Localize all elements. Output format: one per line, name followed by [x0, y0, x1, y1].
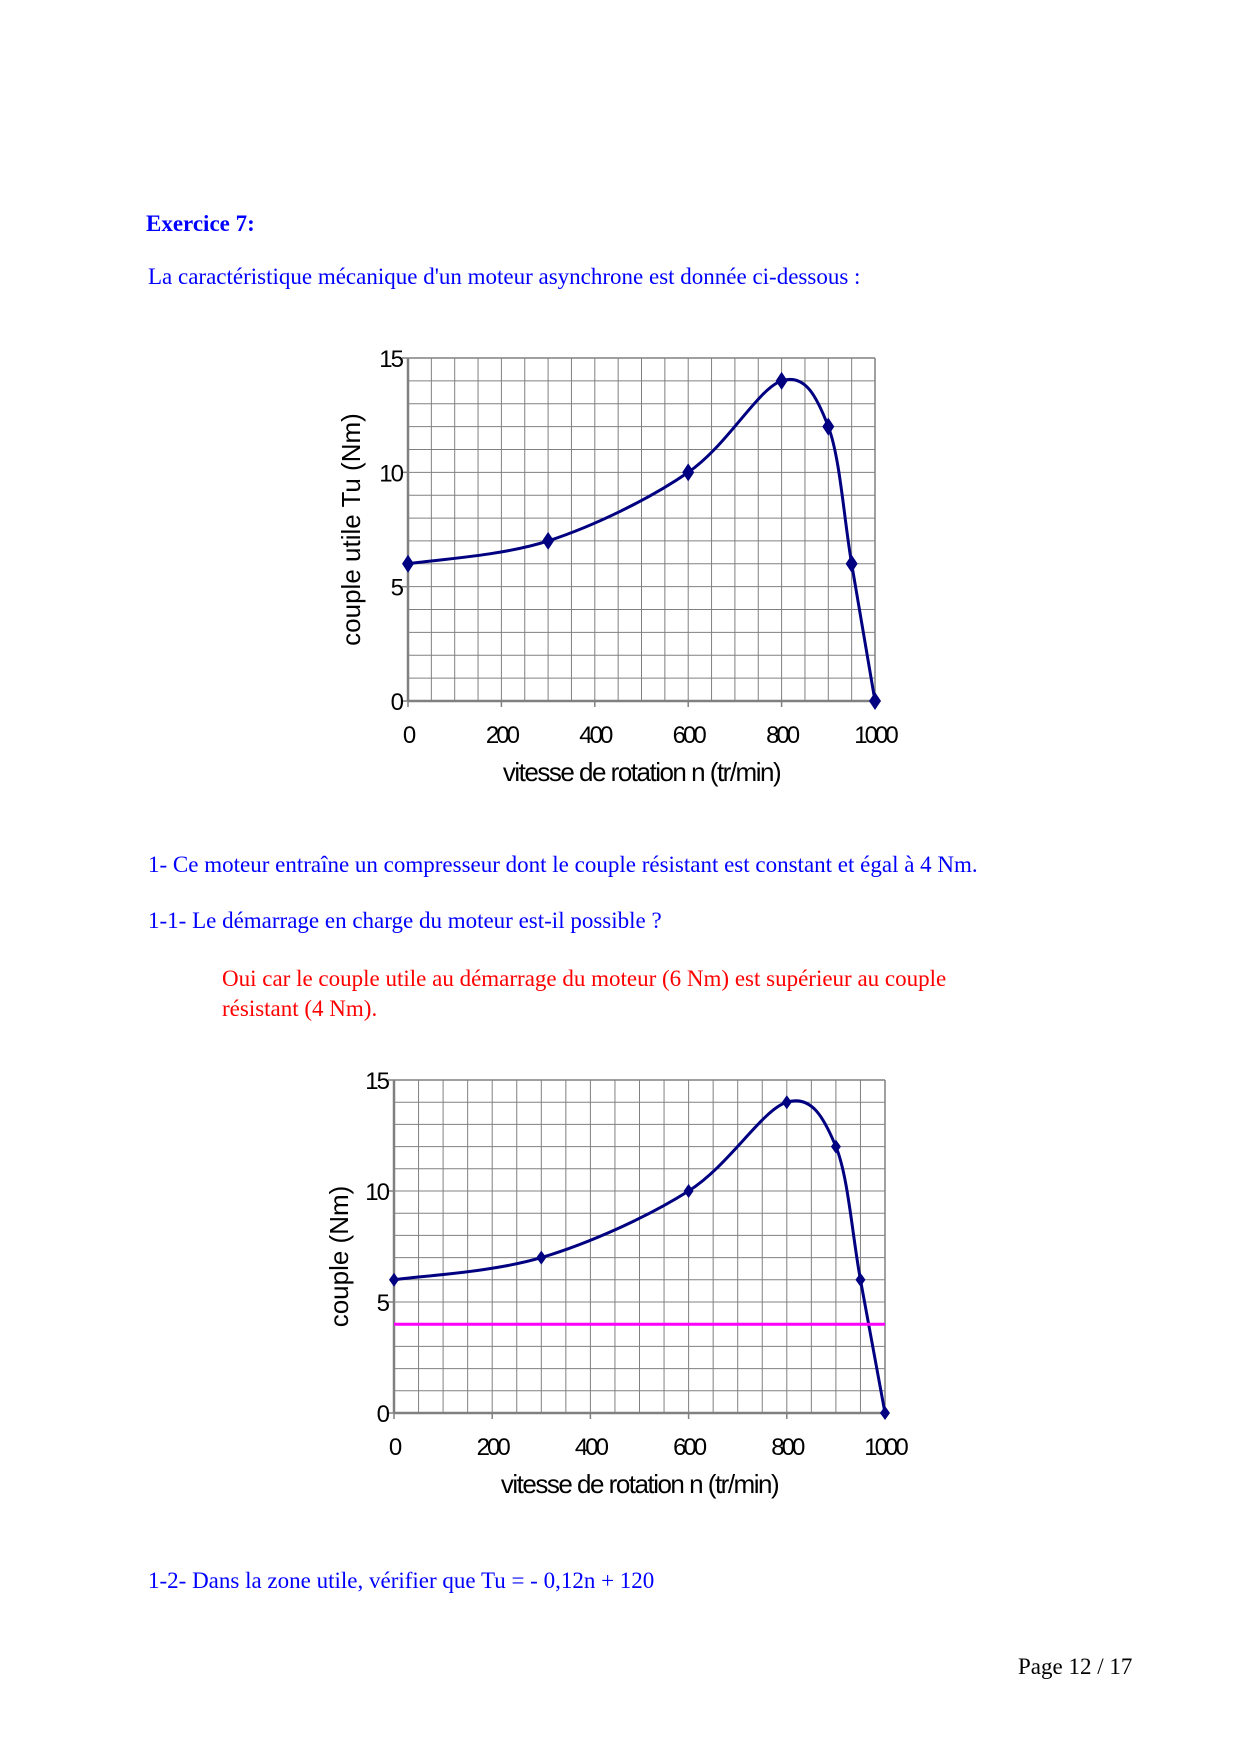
y-tick-label: 15 — [379, 346, 402, 373]
x-axis-title: vitesse de rotation n (tr/min) — [500, 1469, 779, 1499]
data-point-marker — [855, 1273, 865, 1287]
page-number: Page 12 / 17 — [1018, 1654, 1133, 1679]
x-tick-label: 800 — [771, 1434, 803, 1461]
exercise-title: Exercice 7: — [146, 211, 255, 236]
x-tick-label: 0 — [388, 1434, 400, 1461]
intro-text: La caractéristique mécanique d'un moteur asynchrone est donnée ci-dessous : — [148, 264, 861, 289]
data-point-marker — [880, 1406, 890, 1420]
y-tick-label: 5 — [390, 574, 402, 602]
question-1-1: 1-1- Le démarrage en charge du moteur est-il possible ? — [148, 908, 662, 933]
x-tick-label: 600 — [672, 722, 704, 749]
answer-1-1-line1: Oui car le couple utile au démarrage du moteur (6 Nm) est supérieur au couple — [222, 966, 947, 991]
y-tick-label: 0 — [390, 689, 402, 716]
x-tick-label: 600 — [673, 1434, 705, 1461]
data-point-marker — [389, 1273, 399, 1287]
x-tick-label: 200 — [476, 1434, 508, 1461]
y-tick-label: 10 — [365, 1179, 388, 1206]
answer-1-1-line2: résistant (4 Nm). — [222, 996, 378, 1021]
question-1: 1- Ce moteur entraîne un compresseur dont le couple résistant est constant et égal à 4 Nm. — [148, 852, 978, 877]
x-axis-title: vitesse de rotation n (tr/min) — [502, 757, 781, 787]
question-1-2: 1-2- Dans la zone utile, vérifier que Tu = - 0,12n + 120 — [148, 1568, 655, 1593]
data-point-marker — [782, 1095, 792, 1109]
x-tick-label: 800 — [766, 722, 798, 749]
x-tick-label: 400 — [579, 722, 611, 749]
data-point-marker — [536, 1251, 546, 1265]
y-axis-title: couple (Nm) — [324, 1185, 354, 1328]
data-point-marker — [684, 1184, 694, 1198]
x-tick-label: 400 — [574, 1434, 606, 1461]
x-tick-label: 0 — [402, 722, 414, 749]
y-tick-label: 5 — [376, 1290, 388, 1317]
x-tick-label: 200 — [485, 722, 517, 749]
y-tick-label: 15 — [365, 1068, 388, 1095]
x-tick-label: 1000 — [864, 1434, 906, 1461]
x-tick-label: 1000 — [854, 722, 896, 749]
y-tick-label: 0 — [376, 1401, 388, 1428]
y-axis-title: couple utile Tu (Nm) — [336, 413, 366, 646]
y-tick-label: 10 — [379, 460, 402, 488]
